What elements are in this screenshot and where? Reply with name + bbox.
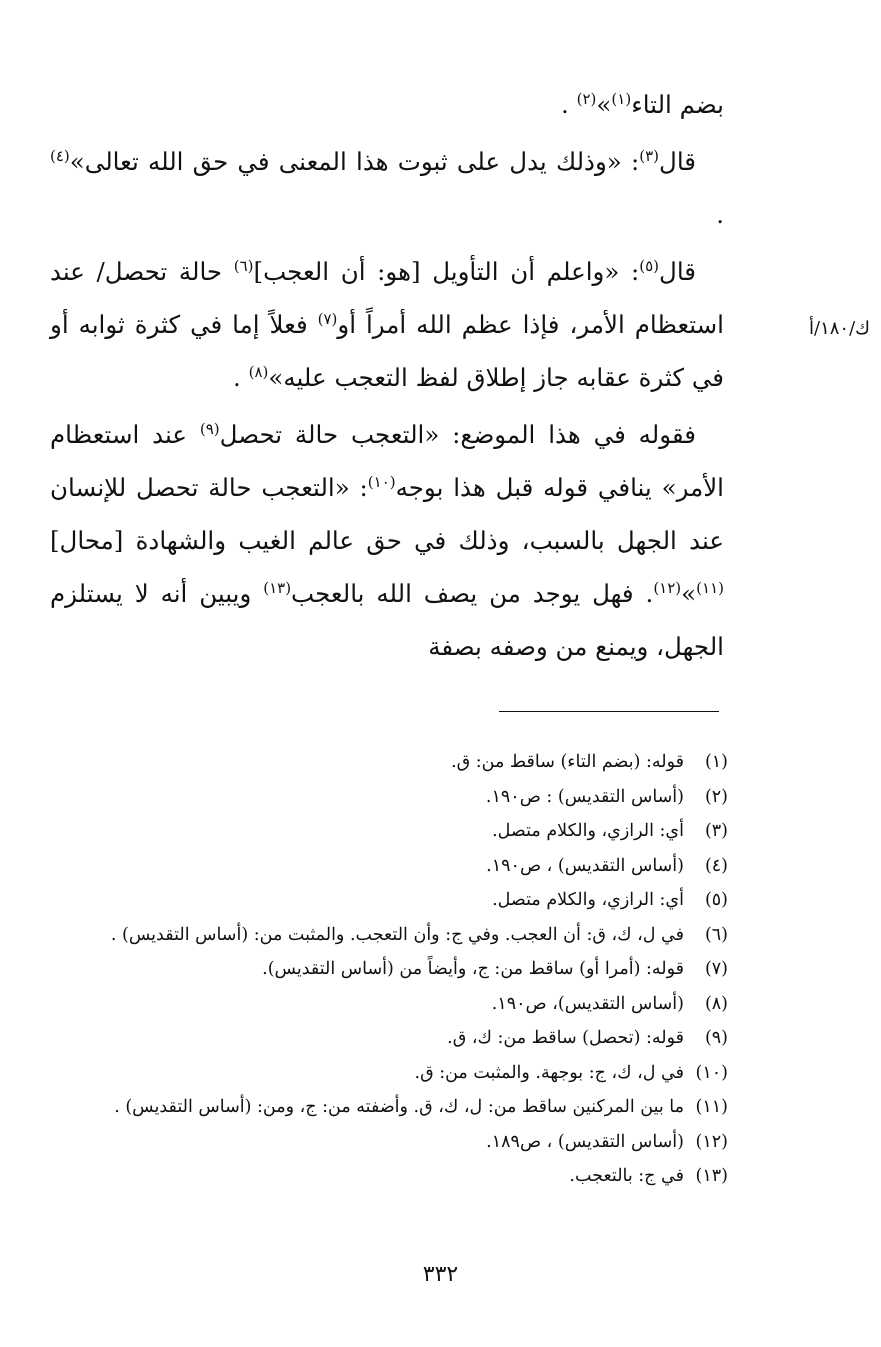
text-run: . (233, 363, 249, 392)
text-run: . (716, 200, 724, 229)
footnote-marker: (١٣) (263, 578, 292, 597)
footnote-item (40, 1090, 728, 1125)
footnote-marker: (٢) (576, 89, 597, 108)
footnote-marker: (١٢) (653, 578, 682, 597)
footnote-text: أي: الرازي، والكلام متصل. (492, 890, 684, 910)
footnote-number: (٣) (704, 821, 728, 841)
footnote-text: في ج: بالتعجب. (569, 1166, 684, 1186)
footnote-number: (٧) (704, 959, 728, 979)
footnote-item (40, 745, 728, 780)
main-text-body (50, 78, 724, 677)
footnote-marker: (١) (611, 89, 632, 108)
footnote-text: (أساس التقديس) ، ص١٨٩. (486, 1131, 684, 1152)
footnote-number: (١١) (695, 1097, 728, 1117)
text-run: فقوله في هذا الموضع: «التعجب حالة تحصل (219, 420, 696, 449)
text-run: : «واعلم أن التأويل [هو: أن العجب] (253, 257, 640, 286)
text-run: : «التعجب حالة تحصل للإنسان عند الجهل بالسبب، وذلك في حق عالم الغيب والشهادة [محال] (50, 473, 724, 555)
text-run: . (561, 90, 577, 119)
footnote-text: في ل، ك، ق: أن العجب. وفي ج: وأن التعجب. والمثبت من: (أساس التقديس) . (110, 924, 684, 945)
footnote-marker: (٤) (50, 146, 70, 165)
footnote-text: (أساس التقديس) ، ص١٩٠. (486, 855, 684, 876)
paragraph (50, 78, 724, 131)
paragraph (50, 408, 724, 673)
footnote-text: ما بين المركنين ساقط من: ل، ك، ق. وأضفته من: ج، ومن: (أساس التقديس) . (114, 1097, 684, 1117)
footnote-number: (٨) (704, 993, 728, 1014)
text-run: » (596, 90, 612, 119)
text-run: فعلاً إما في كثرة ثوابه أو في كثرة عقابه جاز إطلاق لفظ التعجب عليه» (50, 310, 724, 392)
footnote-item (40, 1021, 728, 1056)
footnote-item (40, 883, 728, 918)
footnote-item (40, 952, 728, 987)
text-run: : «وذلك يدل على ثبوت هذا المعنى في حق الله تعالى» (69, 147, 640, 176)
footnote-item (40, 1159, 728, 1194)
text-run: بضم التاء (631, 90, 724, 119)
footnote-text: (أساس التقديس)، ص١٩٠. (491, 993, 684, 1014)
footnote-item (40, 918, 728, 953)
footnote-item (40, 814, 728, 849)
footnote-marker: (١١) (696, 578, 724, 597)
footnote-text: قوله: (بضم التاء) ساقط من: ق. (451, 752, 684, 772)
footnote-marker: (٥) (639, 256, 660, 275)
footnote-number: (١٢) (695, 1131, 728, 1152)
footnotes-list (40, 745, 728, 1194)
footnote-number: (١٣) (695, 1166, 728, 1186)
footnote-text: في ل، ك، ج: بوجهة. والمثبت من: ق. (414, 1062, 684, 1083)
text-run: ويبين أنه لا يستلزم الجهل، ويمنع من وصفه بصفة (50, 579, 724, 661)
footnote-number: (٢) (704, 786, 728, 807)
footnote-item (40, 1056, 728, 1091)
page-number: ٣٣٢ (422, 1262, 459, 1287)
footnote-number: (٥) (704, 890, 728, 910)
footnote-item (40, 780, 728, 815)
footnote-marker: (١٠) (367, 472, 396, 491)
footnote-number: (١) (704, 752, 728, 772)
footnote-number: (١٠) (695, 1062, 728, 1083)
footnote-text: (أساس التقديس) : ص١٩٠. (485, 786, 684, 807)
paragraph (50, 135, 724, 241)
text-run: » (681, 579, 697, 608)
footnote-item (40, 1125, 728, 1160)
text-run: عند استعظام الأمر» ينافي قوله قبل هذا بوجه (50, 420, 724, 502)
footnote-text: قوله: (تحصل) ساقط من: ك، ق. (447, 1028, 684, 1048)
footnote-item (40, 849, 728, 884)
footnote-number: (٩) (704, 1028, 728, 1048)
footnote-text: أي: الرازي، والكلام متصل. (492, 821, 684, 841)
text-run: قال (659, 147, 696, 176)
footnote-text: قوله: (أمرا أو) ساقط من: ج، وأيضاً من (أساس التقديس). (262, 959, 684, 979)
text-run: حالة تحصل/ عند استعظام الأمر، فإذا عظم الله أمراً أو (50, 257, 724, 339)
footnote-marker: (٩) (199, 419, 220, 438)
footnote-separator (499, 711, 719, 712)
paragraph (50, 245, 724, 404)
manuscript-margin-reference: ك/١٨٠/أ (809, 318, 870, 339)
text-run: قال (659, 257, 696, 286)
footnote-item (40, 987, 728, 1022)
footnote-number: (٤) (704, 855, 728, 876)
footnote-marker: (٣) (639, 146, 660, 165)
text-run: . فهل يوجد من يصف الله بالعجب (291, 579, 654, 608)
footnote-marker: (٦) (233, 256, 254, 275)
footnote-marker: (٨) (248, 362, 269, 381)
footnote-marker: (٧) (317, 309, 338, 328)
footnote-number: (٦) (704, 924, 728, 945)
